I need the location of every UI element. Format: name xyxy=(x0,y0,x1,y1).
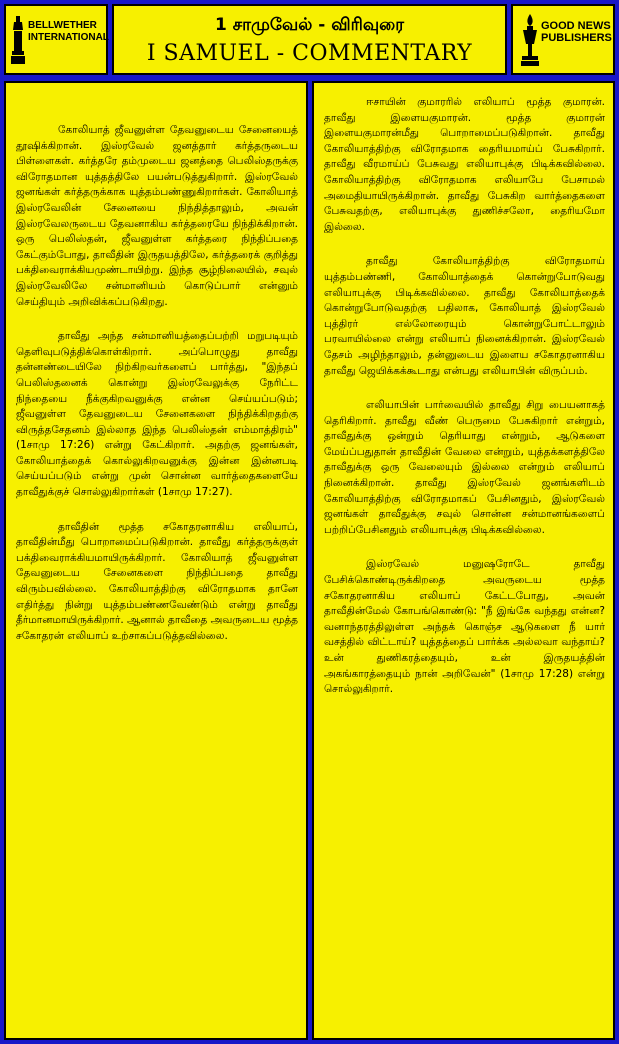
left-column xyxy=(4,81,308,1040)
bell-tower-icon xyxy=(11,16,25,64)
paragraph: எலியாபின் பார்வையில் தாவீது சிறு பையனாகத் தெரிகிறார். தாவீது வீண் பெருமை பேசுகிறார் என்றும், தாவீதுக்கு ஒன்றும் தெரியாது என்றும், ஆடுகளை மேய்ப்பதுதான் தாவீதின் வேலை என்றும், யுத்தக்களத்திலே தாவீதுக்கு ஒரு வேலையும் இல்லை என்றும் எலியாப் நினைக்கிறான். தாவீது இஸ்ரவேல் ஜனங்களிடம் கோலியாத்திற்கு விரோதமாகப் பேசினதும், இஸ்ரவேல் ஜனங்கள் தாவீதுக்கு சவுல் சொன்ன சன்மானங்களைப் பற்றிப்பேசினதும் எலியாபுக்கு பிடிக்கவில்லை. xyxy=(324,399,605,536)
paragraph: தாவீது அந்த சன்மானியத்தைப்பற்றி மறுபடியும் தெளிவுபடுத்திக்கொள்கிறார். அப்பொழுது தாவீது தன்னண்டையிலே நிற்கிறவர்களைப் பார்த்து, "இந்தப் பெலிஸ்தனைக் கொன்று இஸ்ரவேலுக்கு நேரிட்ட நிந்தையை நீக்குகிறவனுக்கு என்ன செய்யப்படும்; ஜீவனுள்ள தேவனுடைய சேனைகளை நிந்திக்கிறதற்கு விருத்தசேதனம் இல்லாத இந்த பெலிஸ்தன் எம்மாத்திரம்" (1சாமு 17:26) என்று கேட்கிறார். அதற்கு ஜனங்கள், கோலியாத்தைக் கொல்லுகிறவனுக்கு இன்ன இன்னபடி செய்யப்படும் என்று முன் சொன்ன வார்த்தைகளையே தாவீதுக்குச் சொல்லுகிறார்கள் (1சாமு 17:27). xyxy=(16,330,298,499)
page-title-tamil: 1 சாமுவேல் - விரிவுரை xyxy=(215,15,404,35)
page-header xyxy=(112,4,507,75)
lamp-icon xyxy=(521,14,539,66)
logo-line-2: INTERNATIONAL xyxy=(28,32,109,43)
logo-line-2: PUBLISHERS xyxy=(541,32,612,44)
paragraph: ஈசாயின் குமாரரில் எலியாப் மூத்த குமாரன். தாவீது இளையகுமாரன். மூத்த குமாரன் இளையகுமாரன்மீது பொறாமைப்படுகிறான். தாவீது கோலியாத்திற்கு விரோதமாக தைரியமாய்ப் பேசுகிறார். தாவீது வீரமாய்ப் பேசுவது எலியாபுக்கு பிடிக்கவில்லை. கோலியாத்திற்கு விரோதமாக எலியாபே பேசாமல் அமைதியாயிருக்கிறான். தாவீது பேசுகிற வார்த்தைகளை பேசுவதற்கு, எலியாபுக்கு துணிச்சலோ, தைரியமோ இல்லை. xyxy=(324,96,605,233)
paragraph: தாவீதின் மூத்த சகோதரனாகிய எலியாப், தாவீதின்மீது பொறாமைப்படுகிறான். தாவீது கர்த்தருக்குள் பக்திவைராக்கியமாயிருக்கிறார். கோலியாத் ஜீவனுள்ள தேவனுடைய சேனைகளை நிந்திப்பதை தாவீது விரும்பவில்லை. கோலியாத்திற்கு விரோதமாக தானே எதிர்த்து நின்று யுத்தம்பண்ணவேண்டும் என்று தாவீது தீர்மானமாயிருக்கிறார். ஆனால் தாவீதை அவருடைய மூத்த சகோதரன் எலியாப் உற்சாகப்படுத்தவில்லை. xyxy=(16,520,298,642)
paragraph: கோலியாத் ஜீவனுள்ள தேவனுடைய சேனையைத் தூஷிக்கிறான். இஸ்ரவேல் ஜனத்தார் கர்த்தருடைய பிள்ளைகள். கர்த்தரே தம்முடைய ஜனத்தை பெலிஸ்தருக்கு விரோதமான யுத்தத்திலே பயன்படுத்துகிறார். இஸ்ரவேல் ஜனங்கள் கர்த்தருக்காக யுத்தம்பண்ணுகிறார்கள். கோலியாத் இஸ்ரவேலின் சேனையை நிந்தித்தாலும், அவன் இஸ்ரவேலருடைய தேவனாகிய கர்த்தரையே நிந்திக்கிறான். ஒரு பெலிஸ்தன், ஜீவனுள்ள கர்த்தரை நிந்திப்பதை கேட்கும்போது, தாவீதின் இருதயத்திலே, கர்த்தரைக் குறித்து பக்திவைராக்கியமுண்டாயிற்று. இந்த சூழ்நிலையில், சவுல் இஸ்ரவேலிலே சன்மானியம் கொடுப்பார் என்னும் செய்தியும் அறிவிக்கப்படுகிறது. xyxy=(16,124,298,308)
paragraph: தாவீது கோலியாத்திற்கு விரோதமாய் யுத்தம்பண்ணி, கோலியாத்தைக் கொன்றுபோடுவது எலியாபுக்கு பிடிக்கவில்லை. தாவீது கோலியாத்தைக் கொன்றுபோடுவதற்கு பதிலாக, கோலியாத் இஸ்ரவேல் புத்திரர் எல்லோரையும் கொன்றுபோட்டாலும் பரவாயில்லை என்று எலியாப் நினைக்கிறான். இஸ்ரவேல் தேசம் அழிந்தாலும், தன்னுடைய இளைய சகோதரனாகிய தாவீது ஜெயிக்கக்கூடாது என்பது எலியாபின் விருப்பம். xyxy=(324,255,605,377)
good-news-logo-text xyxy=(541,20,612,44)
logo-line-1: BELLWETHER xyxy=(28,20,97,31)
good-news-publishers-logo xyxy=(511,4,615,75)
right-column xyxy=(312,81,615,1040)
paragraph: இஸ்ரவேல் மனுஷரோடே தாவீது பேசிக்கொண்டிருக்கிறதை அவருடைய மூத்த சகோதரனாகிய எலியாப் கேட்டபோது, அவன் தாவீதின்மேல் கோபங்கொண்டு: "நீ இங்கே வந்தது என்ன? வனாந்தரத்திலுள்ள அந்தக் கொஞ்ச ஆடுகளை நீ யார் வசத்தில் விட்டாய்? யுத்தத்தைப் பார்க்க அல்லவா வந்தாய்? உன் துணிகரத்தையும், உன் இருதயத்தின் அகங்காரத்தையும் நான் அறிவேன்" (1சாமு 17:28) என்று சொல்லுகிறார். xyxy=(324,558,605,696)
logo-line-1: GOOD NEWS xyxy=(541,20,611,32)
bellwether-logo xyxy=(4,4,108,75)
page-title-english: I SAMUEL - COMMENTARY xyxy=(146,41,473,66)
bellwether-logo-text xyxy=(28,20,109,44)
